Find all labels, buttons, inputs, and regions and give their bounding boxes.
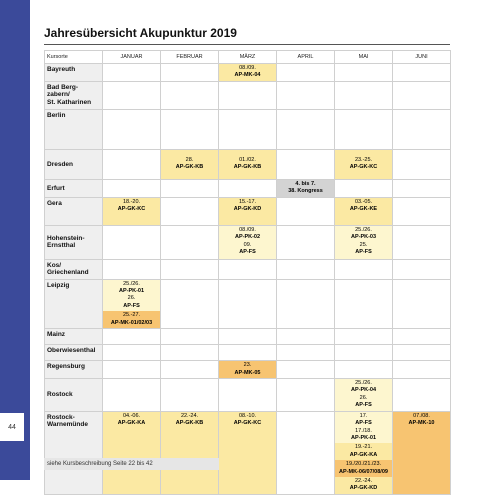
event-date: 09. [243,241,252,248]
event-code: AP-GK-KC [349,164,378,171]
event-date: 17. [359,412,368,419]
event-date: 25./26. [123,280,140,287]
event-cell [219,64,277,82]
event-cell [335,149,393,179]
location-bayreuth: Bayreuth [45,64,103,82]
event-code: AP-MK-06/07/08/09 [339,468,388,475]
header-april: APRIL [277,51,335,64]
event-date: 07./08. [413,412,430,419]
event-cell [219,149,277,179]
table-row [45,329,451,345]
event-code: AP-GK-KE [349,206,378,213]
event-code: AP-MK-10 [408,420,435,427]
event-date: 25.-27. [122,312,141,319]
table-row [45,109,451,149]
location-rostock-warnemuende: Rostock- Warnemünde [45,411,103,494]
event-date: 19.-21. [354,444,373,451]
event-code: 38. Kongress [288,188,323,195]
event-code: AP-MK-01/02/03 [110,319,153,326]
event-code: AP-FS [355,420,372,427]
table-row [45,225,451,259]
header-mai: MAI [335,51,393,64]
event-date: 26. [359,394,368,401]
location-rostock: Rostock [45,379,103,412]
event-date: 4. bis 7. [295,180,316,187]
event-cell [335,411,393,494]
location-hohenstein-ernstthal: Hohenstein- Ernstthal [45,225,103,259]
event-date: 15.-17. [238,198,257,205]
schedule-table [44,50,451,495]
table-row [45,81,451,109]
event-cell [103,411,161,494]
event-date: 03.-05. [354,198,373,205]
event-code: AP-FS [239,248,256,255]
event-date: 23. [243,362,252,369]
header-januar: JANUAR [103,51,161,64]
event-date: 04.-06. [122,412,141,419]
header-februar: FEBRUAR [161,51,219,64]
location-gera: Gera [45,197,103,225]
event-code: AP-PK-03 [350,234,377,241]
event-date: 26. [127,295,136,302]
event-cell [335,225,393,259]
location-berlin: Berlin [45,109,103,149]
event-code: AP-FS [355,248,372,255]
event-code: AP-FS [123,302,140,309]
event-code: AP-GK-KB [233,164,262,171]
footnote: siehe Kursbeschreibung Seite 22 bis 42 [44,458,219,470]
event-cell [219,225,277,259]
event-code: AP-GK-KA [117,420,146,427]
location-erfurt: Erfurt [45,179,103,197]
event-code: AP-FS [355,402,372,409]
event-date: 08.-10. [238,412,257,419]
event-code: AP-GK-KC [233,420,262,427]
event-cell [393,411,451,494]
sidebar-band [0,0,30,480]
event-date: 25./26. [355,380,372,386]
event-cell [335,197,393,225]
event-cell [335,379,393,412]
event-date: 08./09. [239,226,256,233]
title-divider [44,44,450,45]
event-code: AP-PK-01 [350,434,377,441]
location-regensburg: Regensburg [45,361,103,379]
location-bad-bergzabern: Bad Berg- zabern/ St. Katharinen [45,81,103,109]
event-code: AP-MK-04 [234,72,261,79]
table-row [45,179,451,197]
event-code: AP-GK-KB [175,164,204,171]
event-date: 25./26. [355,226,372,233]
event-code: AP-GK-KC [117,206,146,213]
event-code: AP-GK-KB [175,420,204,427]
header-kursorte: Kursorte [45,51,103,64]
table-row [45,197,451,225]
event-cell [219,197,277,225]
event-date: 23.-25. [354,156,373,163]
event-code: AP-PK-04 [350,387,377,394]
event-cell [161,149,219,179]
event-date: 18.-20. [122,198,141,205]
event-code: AP-PK-02 [234,234,261,241]
location-leipzig: Leipzig [45,279,103,329]
event-date: 22.-24. [180,412,199,419]
location-mainz: Mainz [45,329,103,345]
event-cell [277,179,335,197]
table-row [45,361,451,379]
table-row [45,259,451,279]
table-row [45,411,451,494]
table-row [45,379,451,412]
event-date: 01./02. [239,156,256,163]
table-row [45,64,451,82]
page-number: 44 [0,413,24,441]
event-code: AP-GK-KD [349,485,378,492]
event-cell [103,279,161,329]
event-date: 08./09. [239,65,256,71]
table-row [45,279,451,329]
location-kos: Kos/ Griechenland [45,259,103,279]
event-date: 28. [185,156,194,163]
event-cell [103,197,161,225]
table-row [45,149,451,179]
header-row [45,51,451,64]
page-title: Jahresübersicht Akupunktur 2019 [44,26,237,40]
event-code: AP-MK-05 [234,369,261,376]
event-code: AP-GK-KD [233,206,262,213]
event-date: 22.-24. [354,478,373,485]
event-cell [219,361,277,379]
event-date: 19./20./21./23. [345,461,382,468]
header-maerz: MÄRZ [219,51,277,64]
event-cell [161,411,219,494]
event-cell [219,411,277,494]
event-date: 17./18. [355,427,372,434]
table-row [45,345,451,361]
event-date: 25. [359,241,368,248]
location-oberwiesenthal: Oberwiesenthal [45,345,103,361]
header-juni: JUNI [393,51,451,64]
location-dresden: Dresden [45,149,103,179]
event-code: AP-GK-KA [349,451,378,458]
event-code: AP-PK-01 [118,288,145,295]
